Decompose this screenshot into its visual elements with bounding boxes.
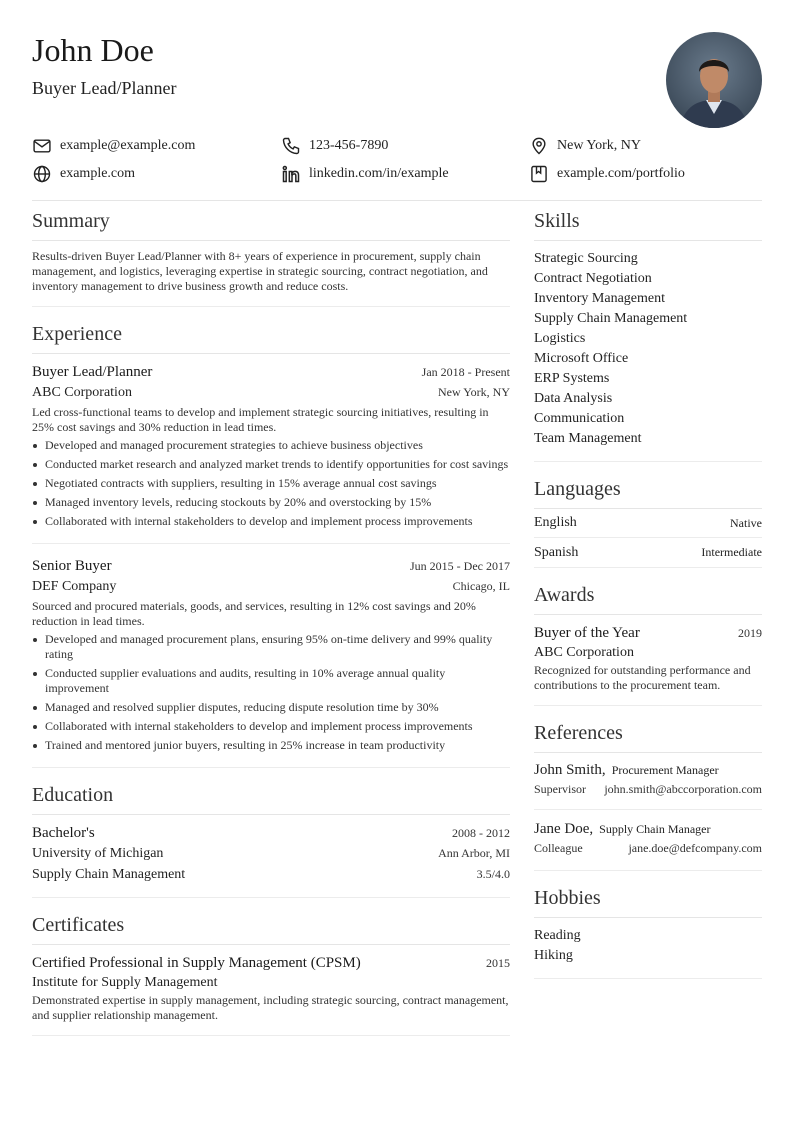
job-bullets	[32, 438, 510, 529]
school-name: University of Michigan	[32, 846, 164, 861]
skill-item: ERP Systems	[534, 371, 610, 386]
reference-relation: Colleague	[534, 841, 583, 855]
reference-name: Jane Doe,	[534, 821, 594, 837]
awards-section	[534, 582, 762, 706]
school-location: Ann Arbor, MI	[438, 846, 510, 860]
linkedin-icon	[281, 164, 301, 184]
skill-item: Contract Negotiation	[534, 271, 652, 286]
experience-section	[32, 321, 510, 768]
certificates-section	[32, 912, 510, 1036]
contact-location	[529, 134, 641, 158]
gpa: 3.5/4.0	[476, 867, 510, 881]
profile-photo	[666, 32, 762, 128]
bullet-item: Trained and mentored junior buyers, resulting in 25% increase in team productivity	[32, 738, 510, 753]
job-title: Buyer Lead/Planner	[32, 78, 177, 98]
reference-role: Procurement Manager	[611, 763, 719, 777]
main-column	[32, 208, 510, 1050]
language-level: Native	[730, 515, 762, 530]
education-dates: 2008 - 2012	[452, 826, 510, 840]
references-section	[534, 720, 762, 871]
award-description: Recognized for outstanding performance and contributions to the procurement team.	[534, 663, 751, 692]
section-title: Summary	[32, 208, 510, 241]
skill-item: Communication	[534, 411, 625, 426]
skills-section	[534, 208, 762, 462]
experience-entry	[32, 543, 510, 753]
header-divider	[32, 200, 762, 201]
side-column	[534, 208, 762, 993]
skill-item: Supply Chain Management	[534, 311, 688, 326]
summary-section	[32, 208, 510, 307]
skill-item: Strategic Sourcing	[534, 251, 638, 266]
section-title: Certificates	[32, 912, 510, 945]
skill-item: Inventory Management	[534, 291, 666, 306]
contact-email[interactable]	[32, 134, 195, 158]
candidate-name: John Doe	[32, 32, 154, 68]
skill-item: Team Management	[534, 431, 642, 446]
portfolio-icon	[529, 164, 549, 184]
globe-icon	[32, 164, 52, 184]
linkedin-text: linkedin.com/in/example	[309, 166, 449, 181]
bullet-item: Negotiated contracts with suppliers, resulting in 15% average annual cost savings	[32, 476, 510, 491]
award-organization: ABC Corporation	[534, 645, 634, 660]
company-name: DEF Company	[32, 579, 117, 594]
portfolio-text: example.com/portfolio	[557, 166, 685, 181]
reference-relation: Supervisor	[534, 782, 586, 796]
section-title: Hobbies	[534, 885, 762, 918]
mail-icon	[32, 136, 52, 156]
reference-role: Supply Chain Manager	[599, 822, 711, 836]
section-title: Awards	[534, 582, 762, 615]
reference-email[interactable]: john.smith@abccorporation.com	[604, 782, 762, 796]
hobbies-section	[534, 885, 762, 979]
skill-item: Data Analysis	[534, 391, 613, 406]
education-section	[32, 782, 510, 898]
hobby-item: Hiking	[534, 948, 573, 963]
company-name: ABC Corporation	[32, 385, 132, 400]
skill-item: Logistics	[534, 331, 586, 346]
job-bullets	[32, 632, 510, 753]
location-text: New York, NY	[557, 138, 642, 153]
contact-phone[interactable]	[281, 134, 388, 158]
language-name: Spanish	[534, 544, 579, 560]
contact-website[interactable]	[32, 162, 135, 186]
reference-entry	[534, 761, 762, 799]
hobby-item: Reading	[534, 928, 581, 943]
bullet-item: Managed inventory levels, reducing stockouts by 20% and overstocking by 15%	[32, 495, 510, 510]
bullet-item: Collaborated with internal stakeholders to develop and implement process improvements	[32, 514, 510, 529]
section-title: Experience	[32, 321, 510, 354]
language-row	[534, 509, 762, 538]
language-level: Intermediate	[701, 545, 762, 559]
certificate-year: 2015	[486, 956, 510, 970]
job-role: Senior Buyer	[32, 558, 112, 574]
skill-item: Microsoft Office	[534, 351, 629, 366]
website-text: example.com	[60, 166, 136, 181]
job-role: Buyer Lead/Planner	[32, 364, 153, 380]
reference-email[interactable]: jane.doe@defcompany.com	[628, 841, 762, 855]
location-pin-icon	[529, 136, 549, 156]
contact-portfolio[interactable]	[529, 162, 685, 186]
section-title: Education	[32, 782, 510, 815]
contact-linkedin[interactable]	[281, 162, 449, 186]
bullet-item: Managed and resolved supplier disputes, reducing dispute resolution time by 30%	[32, 700, 510, 715]
field-of-study: Supply Chain Management	[32, 867, 186, 882]
language-name: English	[534, 515, 577, 530]
language-row	[534, 538, 762, 567]
job-summary: Sourced and procured materials, goods, and services, resulting in 12% cost savings and 20% reduction in lead times.	[32, 599, 476, 628]
job-summary: Led cross-functional teams to develop and implement strategic sourcing initiatives, resulting in 25% cost savings and 30% reduction in lead times.	[32, 405, 489, 434]
job-location: New York, NY	[437, 385, 510, 399]
bullet-item: Developed and managed procurement strategies to achieve business objectives	[32, 438, 510, 453]
reference-name: John Smith,	[534, 762, 606, 778]
summary-text: Results-driven Buyer Lead/Planner with 8+ years of experience in procurement, supply chain management, and logistics, leveraging expertise in strategic sourcing, contract negotiation, and inventory management to drive business growth and reduce costs.	[32, 249, 488, 293]
section-title: References	[534, 720, 762, 753]
job-dates: Jan 2018 - Present	[421, 365, 510, 379]
certificate-issuer: Institute for Supply Management	[32, 975, 218, 990]
email-text: example@example.com	[60, 138, 196, 153]
section-title: Skills	[534, 208, 762, 241]
phone-icon	[281, 136, 301, 156]
award-name: Buyer of the Year	[534, 625, 640, 641]
reference-entry	[534, 809, 762, 858]
bullet-item: Developed and managed procurement plans, ensuring 95% on-time delivery and 99% quality rating	[32, 632, 510, 662]
experience-entry	[32, 362, 510, 529]
award-year: 2019	[738, 626, 762, 640]
languages-section	[534, 476, 762, 568]
degree: Bachelor's	[32, 825, 95, 841]
section-title: Languages	[534, 476, 762, 509]
bullet-item: Conducted market research and analyzed market trends to identify opportunities for cost savings	[32, 457, 510, 472]
phone-text: 123-456-7890	[309, 138, 389, 153]
job-location: Chicago, IL	[452, 579, 510, 593]
job-dates: Jun 2015 - Dec 2017	[410, 559, 510, 573]
certificate-name: Certified Professional in Supply Management (CPSM)	[32, 955, 361, 971]
bullet-item: Conducted supplier evaluations and audits, resulting in 10% average annual quality improvement	[32, 666, 510, 696]
bullet-item: Collaborated with internal stakeholders to develop and implement process improvements	[32, 719, 510, 734]
certificate-description: Demonstrated expertise in supply management, including strategic sourcing, contract management, and supplier relationship management.	[32, 993, 509, 1022]
